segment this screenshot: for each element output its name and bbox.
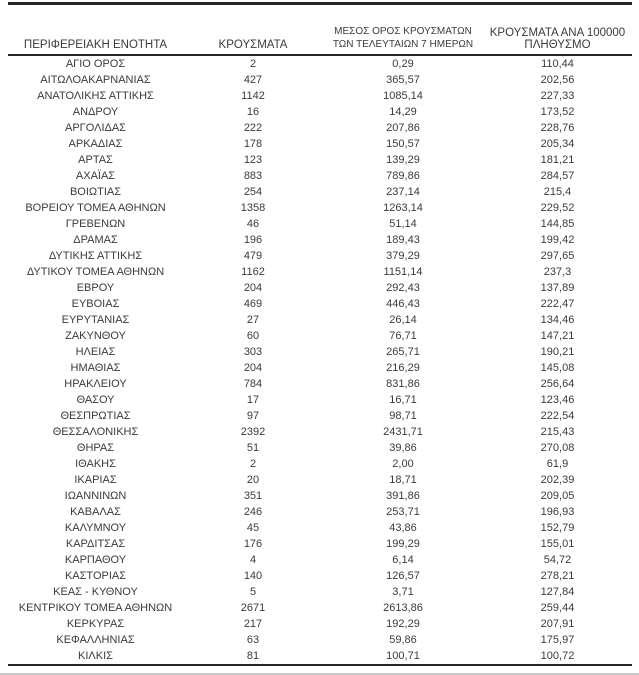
header-cases: [183, 39, 323, 51]
avg7-cell: 216,29: [386, 362, 420, 374]
avg7-cell: 365,57: [386, 74, 420, 86]
per100k-cell: 229,52: [540, 202, 575, 214]
per100k-cell: 110,44: [541, 58, 574, 70]
cases-cell: 178: [243, 138, 263, 150]
table-row: [8, 648, 632, 664]
per100k-cell: 196,93: [540, 506, 575, 518]
table-row: [8, 88, 632, 104]
per100k-cell: 145,08: [540, 362, 575, 374]
per100k-cell: 202,56: [540, 74, 575, 86]
avg7-cell: 139,29: [386, 154, 420, 166]
avg7-cell: 14,29: [389, 106, 417, 118]
cases-cell: 60: [246, 330, 260, 342]
per100k-cell: 190,21: [540, 346, 575, 358]
avg7-cell: 76,71: [389, 330, 417, 342]
cases-cell: 46: [246, 218, 260, 230]
avg7-cell: 0,29: [392, 58, 414, 70]
cases-cell: 222: [243, 122, 263, 134]
table-row: [8, 360, 632, 376]
cases-cell: 97: [246, 410, 260, 422]
per100k-cell: 54,72: [543, 554, 572, 566]
per100k-cell: 215,43: [540, 426, 575, 438]
cases-cell: 883: [243, 170, 263, 182]
per100k-cell: 127,84: [540, 586, 575, 598]
avg7-cell: 59,86: [389, 634, 417, 646]
region-cell: ΘΑΣΟΥ: [76, 394, 115, 406]
cases-cell: 303: [243, 346, 263, 358]
per100k-cell: 199,42: [540, 234, 575, 246]
region-cell: ΚΑΒΑΛΑΣ: [70, 506, 121, 518]
per100k-cell: 100,72: [540, 650, 575, 662]
per100k-cell: 209,05: [540, 490, 575, 502]
header-regional-unit: [8, 39, 183, 51]
cases-cell: 2: [249, 58, 257, 70]
per100k-cell: 256,64: [540, 378, 575, 390]
table-row: [8, 312, 632, 328]
cases-cell: 217: [243, 618, 263, 630]
per100k-cell: 175,97: [540, 634, 575, 646]
avg7-cell: 446,43: [386, 298, 420, 310]
per100k-cell: 270,08: [540, 442, 575, 454]
cases-cell: 51: [246, 442, 260, 454]
header-7day-average-line2: ΤΩΝ ΤΕΛΕΥΤΑΙΩΝ 7 ΗΜΕΡΩΝ: [332, 38, 474, 50]
region-cell: ΚΕΑΣ - ΚΥΘΝΟΥ: [53, 586, 138, 598]
cases-cell: 479: [243, 250, 263, 262]
table-row: [8, 200, 632, 216]
cases-cell: 469: [243, 298, 263, 310]
region-cell: ΕΥΒΟΙΑΣ: [71, 298, 120, 310]
region-cell: ΑΝΔΡΟΥ: [72, 106, 119, 118]
cases-cell: 2671: [240, 602, 266, 614]
per100k-cell: 144,85: [540, 218, 575, 230]
per100k-cell: 134,46: [540, 314, 575, 326]
avg7-cell: 253,71: [386, 506, 420, 518]
avg7-cell: 379,29: [386, 250, 420, 262]
per100k-cell: 228,76: [540, 122, 575, 134]
table-row: [8, 584, 632, 600]
table-row: [8, 488, 632, 504]
cases-cell: 20: [246, 474, 260, 486]
table-row: [8, 472, 632, 488]
avg7-cell: 292,43: [386, 282, 420, 294]
table-row: [8, 248, 632, 264]
cases-cell: 5: [249, 586, 257, 598]
avg7-cell: 51,14: [389, 218, 417, 230]
header-cases-label: ΚΡΟΥΣΜΑΤΑ: [218, 39, 288, 51]
region-cell: ΒΟΙΩΤΙΑΣ: [69, 186, 122, 198]
table-row: [8, 456, 632, 472]
per100k-cell: 297,65: [540, 250, 575, 262]
per100k-cell: 207,91: [540, 618, 575, 630]
table-row: [8, 616, 632, 632]
cases-cell: 2392: [240, 426, 266, 438]
cases-cell: 17: [246, 394, 260, 406]
avg7-cell: 2613,86: [383, 602, 423, 614]
per100k-cell: 155,01: [540, 538, 575, 550]
per100k-cell: 259,44: [540, 602, 575, 614]
cases-cell: 123: [243, 154, 263, 166]
per100k-cell: 222,47: [540, 298, 575, 310]
avg7-cell: 43,86: [389, 522, 417, 534]
table-row: [8, 392, 632, 408]
region-cell: ΑΡΓΟΛΙΔΑΣ: [65, 122, 126, 134]
per100k-cell: 152,79: [540, 522, 575, 534]
header-7day-average: [323, 26, 483, 51]
avg7-cell: 789,86: [386, 170, 420, 182]
region-cell: ΑΡΚΑΔΙΑΣ: [68, 138, 123, 150]
avg7-cell: 2,00: [392, 458, 414, 470]
table-body: [8, 56, 632, 666]
table-row: [8, 632, 632, 648]
avg7-cell: 98,71: [389, 410, 417, 422]
avg7-cell: 265,71: [386, 346, 420, 358]
avg7-cell: 1085,14: [383, 90, 423, 102]
avg7-cell: 391,86: [386, 490, 420, 502]
region-cell: ΚΕΦΑΛΛΗΝΙΑΣ: [56, 634, 135, 646]
table-row: [8, 296, 632, 312]
cases-cell: 784: [243, 378, 263, 390]
region-cell: ΙΚΑΡΙΑΣ: [74, 474, 117, 486]
avg7-cell: 126,57: [386, 570, 420, 582]
region-cell: ΘΕΣΠΡΩΤΙΑΣ: [60, 410, 131, 422]
table-row: [8, 104, 632, 120]
table-row: [8, 424, 632, 440]
region-cell: ΚΕΝΤΡΙΚΟΥ ΤΟΜΕΑ ΑΘΗΝΩΝ: [18, 602, 173, 614]
avg7-cell: 237,14: [386, 186, 420, 198]
cases-cell: 427: [243, 74, 263, 86]
cases-cell: 4: [249, 554, 257, 566]
cases-cell: 254: [243, 186, 263, 198]
cases-cell: 63: [246, 634, 260, 646]
region-cell: ΒΟΡΕΙΟΥ ΤΟΜΕΑ ΑΘΗΝΩΝ: [25, 202, 166, 214]
region-cell: ΔΥΤΙΚΗΣ ΑΤΤΙΚΗΣ: [48, 250, 143, 262]
table-row: [8, 264, 632, 280]
table-row: [8, 568, 632, 584]
region-cell: ΚΑΛΥΜΝΟΥ: [64, 522, 127, 534]
region-cell: ΕΥΡΥΤΑΝΙΑΣ: [61, 314, 130, 326]
cases-cell: 27: [246, 314, 260, 326]
table-row: [8, 56, 632, 72]
table-row: [8, 600, 632, 616]
cases-cell: 196: [243, 234, 263, 246]
header-cases-per-100k: [483, 27, 632, 51]
region-cell: ΔΡΑΜΑΣ: [73, 234, 118, 246]
cases-cell: 1358: [240, 202, 266, 214]
avg7-cell: 2431,71: [383, 426, 423, 438]
table-header-row: [8, 5, 632, 56]
table-row: [8, 552, 632, 568]
avg7-cell: 16,71: [389, 394, 417, 406]
header-7day-average-line1: ΜΕΣΟΣ ΟΡΟΣ ΚΡΟΥΣΜΑΤΩΝ: [334, 26, 472, 37]
region-cell: ΑΓΙΟ ΟΡΟΣ: [65, 58, 126, 70]
cases-cell: 16: [246, 106, 260, 118]
table-row: [8, 376, 632, 392]
per100k-cell: 202,39: [540, 474, 575, 486]
avg7-cell: 3,71: [392, 586, 414, 598]
cases-cell: 204: [243, 362, 263, 374]
header-cases-per-100k-line2: ΠΛΗΘΥΣΜΟ: [524, 39, 591, 51]
avg7-cell: 39,86: [389, 442, 417, 454]
table-row: [8, 152, 632, 168]
table-row: [8, 232, 632, 248]
region-cell: ΑΧΑΪΑΣ: [75, 170, 116, 182]
per100k-cell: 173,52: [540, 106, 575, 118]
avg7-cell: 26,14: [389, 314, 417, 326]
per100k-cell: 284,57: [540, 170, 575, 182]
avg7-cell: 207,86: [386, 122, 420, 134]
per100k-cell: 215,4: [543, 186, 572, 198]
table-row: [8, 136, 632, 152]
avg7-cell: 150,57: [386, 138, 420, 150]
per100k-cell: 227,33: [540, 90, 575, 102]
avg7-cell: 189,43: [386, 234, 420, 246]
table-row: [8, 328, 632, 344]
cases-cell: 2: [249, 458, 257, 470]
per100k-cell: 123,46: [540, 394, 575, 406]
avg7-cell: 1151,14: [383, 266, 423, 278]
region-cell: ΑΙΤΩΛΟΑΚΑΡΝΑΝΙΑΣ: [40, 74, 151, 86]
cases-cell: 45: [246, 522, 260, 534]
region-cell: ΚΙΛΚΙΣ: [78, 650, 113, 662]
region-cell: ΔΥΤΙΚΟΥ ΤΟΜΕΑ ΑΘΗΝΩΝ: [26, 266, 165, 278]
region-cell: ΚΕΡΚΥΡΑΣ: [66, 618, 125, 630]
region-cell: ΗΡΑΚΛΕΙΟΥ: [64, 378, 127, 390]
per100k-cell: 205,34: [540, 138, 575, 150]
region-cell: ΚΑΡΔΙΤΣΑΣ: [65, 538, 126, 550]
table-row: [8, 344, 632, 360]
avg7-cell: 1263,14: [383, 202, 423, 214]
region-cell: ΘΕΣΣΑΛΟΝΙΚΗΣ: [52, 426, 139, 438]
region-cell: ΙΘΑΚΗΣ: [75, 458, 116, 470]
table-row: [8, 72, 632, 88]
region-cell: ΗΛΕΙΑΣ: [75, 346, 116, 358]
per100k-cell: 137,89: [540, 282, 575, 294]
table-row: [8, 520, 632, 536]
region-cell: ΑΝΑΤΟΛΙΚΗΣ ΑΤΤΙΚΗΣ: [37, 90, 154, 102]
header-regional-unit-label: ΠΕΡΙΦΕΡΕΙΑΚΗ ΕΝΟΤΗΤΑ: [23, 39, 168, 51]
cases-cell: 1162: [241, 266, 265, 278]
per100k-cell: 147,21: [540, 330, 575, 342]
region-cell: ΗΜΑΘΙΑΣ: [70, 362, 121, 374]
per100k-cell: 237,3: [543, 266, 572, 278]
region-cell: ΓΡΕΒΕΝΩΝ: [65, 218, 126, 230]
cases-cell: 204: [243, 282, 263, 294]
table-row: [8, 280, 632, 296]
region-cell: ΚΑΡΠΑΘΟΥ: [64, 554, 127, 566]
avg7-cell: 18,71: [389, 474, 417, 486]
per100k-cell: 61,9: [546, 458, 569, 470]
table-row: [8, 536, 632, 552]
table-row: [8, 408, 632, 424]
table-row: [8, 184, 632, 200]
table-row: [8, 120, 632, 136]
avg7-cell: 831,86: [386, 378, 420, 390]
region-cell: ΑΡΤΑΣ: [78, 154, 113, 166]
avg7-cell: 199,29: [386, 538, 420, 550]
region-cell: ΕΒΡΟΥ: [76, 282, 115, 294]
per100k-cell: 222,54: [540, 410, 575, 422]
table-row: [8, 504, 632, 520]
table-row: [8, 440, 632, 456]
cases-cell: 246: [243, 506, 263, 518]
cases-cell: 140: [243, 570, 263, 582]
region-cell: ΘΗΡΑΣ: [76, 442, 115, 454]
avg7-cell: 100,71: [386, 650, 420, 662]
header-cases-per-100k-line1: ΚΡΟΥΣΜΑΤΑ ΑΝΑ 100000: [489, 27, 626, 39]
cases-cell: 176: [243, 538, 263, 550]
per100k-cell: 181,21: [540, 154, 575, 166]
table-row: [8, 216, 632, 232]
cases-cell: 1142: [241, 90, 265, 102]
region-cell: ΖΑΚΥΝΘΟΥ: [65, 330, 126, 342]
region-cell: ΚΑΣΤΟΡΙΑΣ: [64, 570, 127, 582]
per100k-cell: 278,21: [540, 570, 575, 582]
avg7-cell: 6,14: [392, 554, 414, 566]
cases-cell: 81: [246, 650, 260, 662]
cases-cell: 351: [243, 490, 263, 502]
regional-cases-table: [8, 2, 632, 666]
avg7-cell: 192,29: [386, 618, 420, 630]
region-cell: ΙΩΑΝΝΙΝΩΝ: [64, 490, 127, 502]
table-row: [8, 168, 632, 184]
